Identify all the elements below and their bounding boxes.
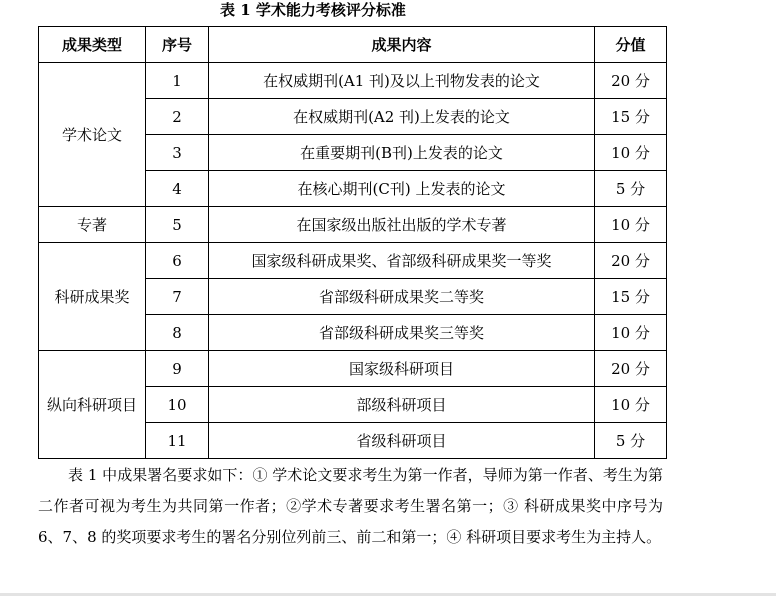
content-cell: 在权威期刊(A1 刊)及以上刊物发表的论文 (209, 63, 595, 99)
header-type: 成果类型 (39, 27, 146, 63)
type-cell: 科研成果奖 (39, 243, 146, 351)
no-cell: 10 (146, 387, 209, 423)
content-cell: 在重要期刊(B刊)上发表的论文 (209, 135, 595, 171)
score-cell: 20 分 (595, 243, 667, 279)
score-cell: 5 分 (595, 423, 667, 459)
content-cell: 在核心期刊(C刊) 上发表的论文 (209, 171, 595, 207)
score-cell: 15 分 (595, 279, 667, 315)
content-cell: 在国家级出版社出版的学术专著 (209, 207, 595, 243)
no-cell: 1 (146, 63, 209, 99)
header-no: 序号 (146, 27, 209, 63)
no-cell: 3 (146, 135, 209, 171)
score-cell: 20 分 (595, 351, 667, 387)
type-cell: 纵向科研项目 (39, 351, 146, 459)
score-cell: 5 分 (595, 171, 667, 207)
signature-requirements-note: 表 1 中成果署名要求如下：① 学术论文要求考生为第一作者，导师为第一作者、考生为第二作者可视为考生为共同第一作者；②学术专著要求考生署名第一；③ 科研成果奖中序号为 6、7、8 的奖项要求考生的署名分别位列前三、前二和第一；④ 科研项目要求考生为主持人。 (38, 466, 663, 546)
no-cell: 7 (146, 279, 209, 315)
content-cell: 省级科研项目 (209, 423, 595, 459)
score-cell: 10 分 (595, 135, 667, 171)
table-row (39, 63, 667, 99)
no-cell: 4 (146, 171, 209, 207)
no-cell: 11 (146, 423, 209, 459)
header-content: 成果内容 (209, 27, 595, 63)
header-score: 分值 (595, 27, 667, 63)
score-cell: 15 分 (595, 99, 667, 135)
type-cell: 学术论文 (39, 63, 146, 207)
table-row (39, 351, 667, 387)
scoring-table (38, 26, 667, 459)
score-cell: 20 分 (595, 63, 667, 99)
content-cell: 部级科研项目 (209, 387, 595, 423)
table-header-row (39, 27, 667, 63)
content-cell: 省部级科研成果奖三等奖 (209, 315, 595, 351)
table-row (39, 243, 667, 279)
content-cell: 国家级科研成果奖、省部级科研成果奖一等奖 (209, 243, 595, 279)
no-cell: 2 (146, 99, 209, 135)
no-cell: 6 (146, 243, 209, 279)
content-cell: 国家级科研项目 (209, 351, 595, 387)
no-cell: 8 (146, 315, 209, 351)
score-cell: 10 分 (595, 207, 667, 243)
type-cell: 专著 (39, 207, 146, 243)
no-cell: 5 (146, 207, 209, 243)
no-cell: 9 (146, 351, 209, 387)
content-cell: 省部级科研成果奖二等奖 (209, 279, 595, 315)
table-caption: 表 1 学术能力考核评分标准 (220, 1, 406, 19)
score-cell: 10 分 (595, 315, 667, 351)
score-cell: 10 分 (595, 387, 667, 423)
table-row (39, 207, 667, 243)
content-cell: 在权威期刊(A2 刊)上发表的论文 (209, 99, 595, 135)
